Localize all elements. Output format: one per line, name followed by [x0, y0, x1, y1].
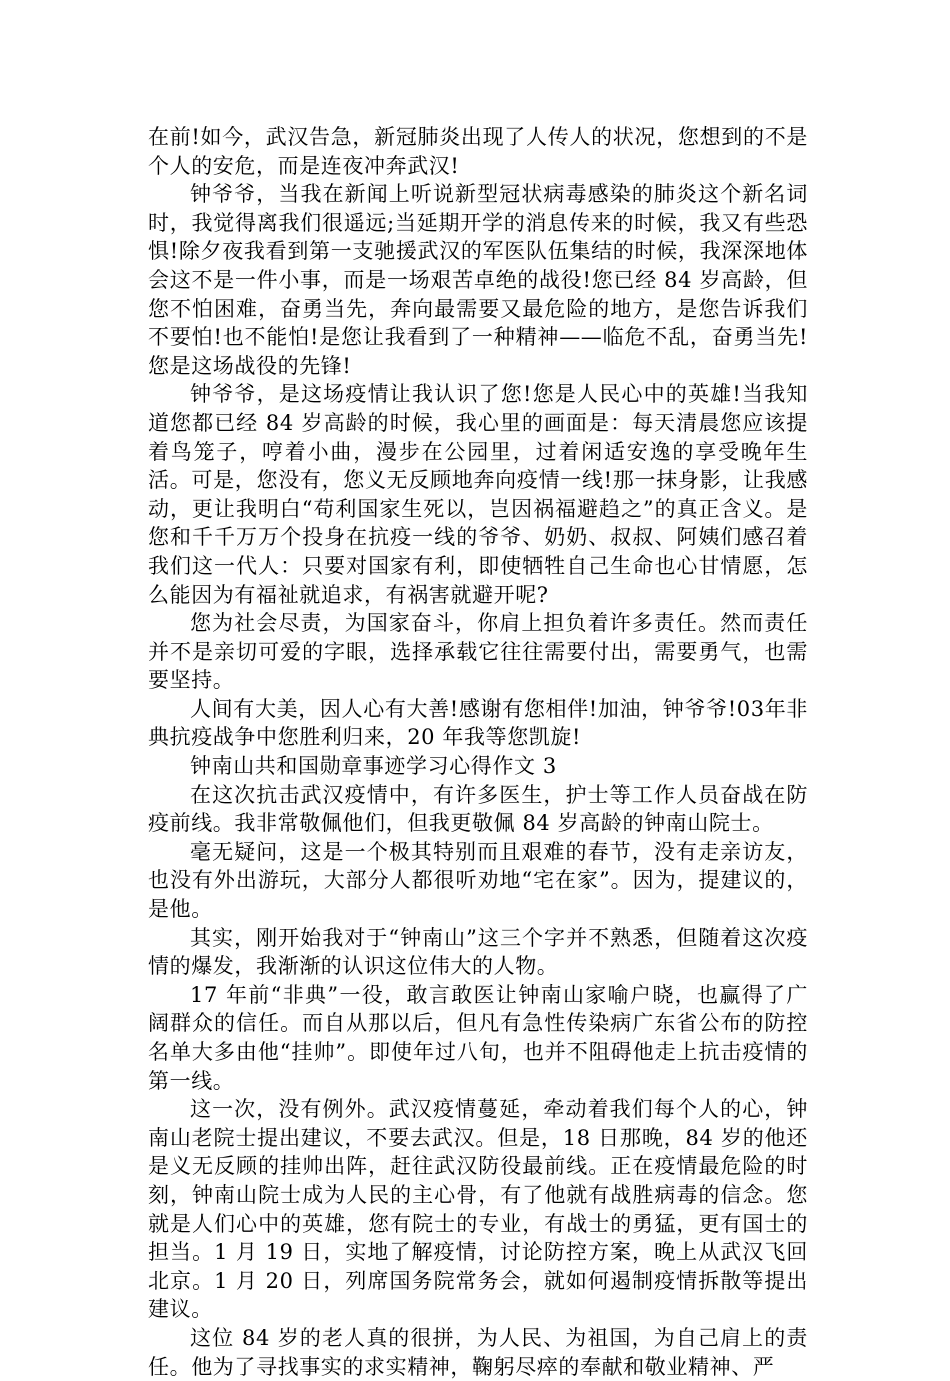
paragraph-10: 这一次，没有例外。武汉疫情蔓延，牵动着我们每个人的心，钟南山老院士提出建议，不要去武汉。但是，18 日那晚，84 岁的他还是义无反顾的挂帅出阵，赶往武汉防役最前线。正在疫情最危险的时刻，钟南山院士成为人民的主心骨，有了他就有战胜病毒的信念。您就是人们心中的英雄，您有院士的专业，有战士的勇猛，更有国士的担当。1 月 19 日，实地了解疫情，讨论防控方案，晚上从武汉飞回北京。1 月 20 日，列席国务院常务会，就如何遏制疫情拆散等提出建议。: [148, 1097, 808, 1322]
section-heading: 钟南山共和国勋章事迹学习心得作文 3: [190, 754, 557, 779]
paragraph-8: 其实，刚开始我对于“钟南山”这三个字并不熟悉，但随着这次疫情的爆发，我渐渐的认识这位伟大的人物。: [148, 925, 808, 979]
paragraph-3: 钟爷爷，是这场疫情让我认识了您!您是人民心中的英雄!当我知道您都已经 84 岁高龄的时候，我心里的画面是：每天清晨您应该提着鸟笼子，哼着小曲，漫步在公园里，过着闲适安逸的享受晚年生活。可是，您没有，您义无反顾地奔向疫情一线!那一抹身影，让我感动，更让我明白“苟利国家生死以，岂因祸福避趋之”的真正含义。是您和千千万万个投身在抗疫一线的爷爷、奶奶、叔叔、阿姨们感召着我们这一代人：只要对国家有利，即使牺牲自己生命也心甘情愿，怎么能因为有福祉就追求，有祸害就避开呢?: [148, 382, 808, 607]
paragraph-9: 17 年前“非典”一役，敢言敢医让钟南山家喻户晓，也赢得了广阔群众的信任。而自从那以后，但凡有急性传染病广东省公布的防控名单大多由他“挂帅”。即使年过八旬，也并不阻碍他走上抗击疫情的第一线。: [148, 982, 808, 1093]
paragraph-7: 毫无疑问，这是一个极其特别而且艰难的春节，没有走亲访友，也没有外出游玩，大部分人都很听劝地“宅在家”。因为，提建议的，是他。: [148, 839, 808, 922]
paragraph-6: 在这次抗击武汉疫情中，有许多医生，护士等工作人员奋战在防疫前线。我非常敬佩他们，但我更敬佩 84 岁高龄的钟南山院士。: [148, 782, 808, 836]
document-body: [148, 123, 808, 1381]
paragraph-5: 人间有大美，因人心有大善!感谢有您相伴!加油，钟爷爷!03年非典抗疫战争中您胜利归来，20 年我等您凯旋!: [148, 696, 808, 750]
paragraph-4: 您为社会尽责，为国家奋斗，你肩上担负着许多责任。然而责任并不是亲切可爱的字眼，选择承载它往往需要付出，需要勇气，也需要坚持。: [148, 611, 808, 693]
paragraph-2: 钟爷爷，当我在新闻上听说新型冠状病毒感染的肺炎这个新名词时，我觉得离我们很遥远;当延期开学的消息传来的时候，我又有些恐惧!除夕夜我看到第一支驰援武汉的军医队伍集结的时候，我深深地体会这不是一件小事，而是一场艰苦卓绝的战役!您已经 84 岁高龄，但您不怕困难，奋勇当先，奔向最需要又最危险的地方，是您告诉我们不要怕!也不能怕!是您让我看到了一种精神——临危不乱，奋勇当先!您是这场战役的先锋!: [148, 182, 808, 378]
paragraph-1: 在前!如今，武汉告急，新冠肺炎出现了人传人的状况，您想到的不是个人的安危，而是连夜冲奔武汉!: [148, 125, 808, 178]
paragraph-11: 这位 84 岁的老人真的很拼，为人民、为祖国，为自己肩上的责任。他为了寻找事实的求实精神，鞠躬尽瘁的奉献和敬业精神、严: [148, 1325, 808, 1379]
